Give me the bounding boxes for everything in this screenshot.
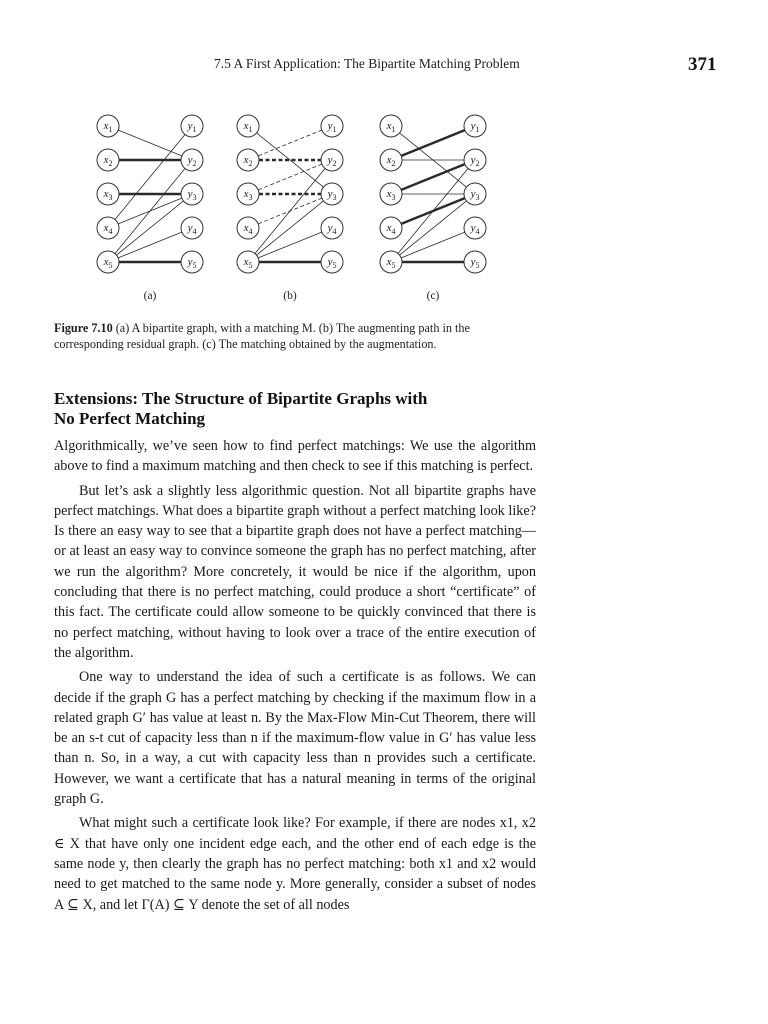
node-y1 (181, 115, 203, 137)
panel-label: (b) (283, 290, 297, 302)
edge-x4-y1 (115, 134, 185, 219)
svg-text:y5: $y_5$ (187, 256, 197, 270)
page-number: 371 (688, 54, 717, 75)
svg-text:y4: $y_4$ (470, 222, 480, 236)
edge-x3-y2 (258, 164, 322, 190)
svg-text:y4: $y_4$ (187, 222, 197, 236)
node-y2 (181, 149, 203, 171)
svg-text:x2: $x_2$ (386, 154, 396, 168)
node-x5 (237, 251, 259, 273)
node-y1 (321, 115, 343, 137)
node-x5 (97, 251, 119, 273)
node-x3 (97, 183, 119, 205)
node-y2 (464, 149, 486, 171)
paragraph-4: What might such a certificate look like? For example, if there are nodes x1, x2 ∈ X that have only one incident edge each, and the other end of each edge is the same node y, then clearly the graph has no perfect matching: both x1 and x2 would need to get matched to the same node y. More generally, consider a subset of nodes A ⊆ X, and let Γ(A) ⊆ Y denote the set of all nodes (54, 815, 536, 913)
figure-panel-1 (97, 115, 203, 302)
node-x3 (237, 183, 259, 205)
svg-text:y3: $y_3$ (470, 188, 480, 202)
edge-x5-y2 (115, 168, 185, 253)
node-x5 (380, 251, 402, 273)
edge-x5-y2 (255, 168, 325, 253)
svg-text:y1: $y_1$ (470, 120, 480, 134)
svg-text:y4: $y_4$ (327, 222, 337, 236)
paragraph-2: But let’s ask a slightly less algorithmic question. Not all bipartite graphs have perfect matchings. What does a bipartite graph without a perfect matching look like? Is there an easy way to see that a bipartite graph does not have a perfect matching—or at least an easy way to convince someone the graph has no perfect matching, after we run the algorithm? More concretely, it would be nice if the algorithm, upon concluding that there is no perfect matching, could produce a short “certificate” of this fact. The certificate could allow someone to be quickly convinced that there is no perfect matching, without having to look over a trace of the entire execution of the algorithm. (54, 482, 536, 661)
node-y4 (321, 217, 343, 239)
node-x2 (97, 149, 119, 171)
node-x4 (237, 217, 259, 239)
node-y5 (464, 251, 486, 273)
figure-panel-3 (380, 115, 486, 302)
node-y3 (321, 183, 343, 205)
node-y1 (464, 115, 486, 137)
edge-x1-y2 (118, 130, 182, 156)
node-x2 (237, 149, 259, 171)
node-x4 (97, 217, 119, 239)
svg-text:x1: $x_1$ (103, 120, 113, 134)
node-y3 (464, 183, 486, 205)
edge-x2-y1 (258, 130, 322, 156)
svg-text:y2: $y_2$ (187, 154, 197, 168)
edge-x5-y2 (398, 168, 468, 253)
node-y5 (321, 251, 343, 273)
node-x1 (380, 115, 402, 137)
svg-text:y1: $y_1$ (327, 120, 337, 134)
body-text (54, 436, 536, 919)
paragraph-3: One way to understand the idea of such a certificate is as follows. We can decide if the graph G has a perfect matching by checking if the maximum flow in a related graph G′ has value at least n. By the Max-Flow Min-Cut Theorem, there will be an s-t cut of capacity less than n if the maximum-flow value in G′ has value less than n. So, in a way, a cut with capacity less than n provides such a certificate. However, we want a certificate that has a natural meaning in terms of the original graph G. (54, 669, 536, 808)
svg-text:x3: $x_3$ (103, 188, 113, 202)
svg-text:y2: $y_2$ (327, 154, 337, 168)
node-x4 (380, 217, 402, 239)
figure-caption-text: (a) A bipartite graph, with a matching M. (b) The augmenting path in the corresponding residual graph. (c) The matching obtained by the augmentation. (54, 321, 470, 351)
panel-label: (a) (143, 290, 157, 302)
edge-x5-y3 (400, 201, 467, 255)
edge-x5-y4 (118, 232, 182, 258)
edge-x5-y3 (117, 201, 184, 255)
node-x2 (380, 149, 402, 171)
edge-x2-y1 (401, 130, 465, 156)
bipartite-figure (90, 104, 510, 310)
edge-x3-y2 (401, 164, 465, 190)
section-heading-line-1: Extensions: The Structure of Bipartite Graphs with (54, 389, 428, 408)
svg-text:x5: $x_5$ (243, 256, 253, 270)
svg-text:y5: $y_5$ (327, 256, 337, 270)
svg-text:x1: $x_1$ (243, 120, 253, 134)
svg-text:x3: $x_3$ (386, 188, 396, 202)
svg-text:y2: $y_2$ (470, 154, 480, 168)
node-x3 (380, 183, 402, 205)
node-y5 (181, 251, 203, 273)
edge-x5-y4 (401, 232, 465, 258)
edge-x5-y4 (258, 232, 322, 258)
svg-text:y1: $y_1$ (187, 120, 197, 134)
edge-x5-y3 (257, 201, 324, 255)
figure-panel-2 (237, 115, 343, 302)
svg-text:x1: $x_1$ (386, 120, 396, 134)
panel-label: (c) (426, 290, 440, 302)
svg-text:x2: $x_2$ (243, 154, 253, 168)
svg-text:x2: $x_2$ (103, 154, 113, 168)
svg-text:x4: $x_4$ (386, 222, 396, 236)
node-x1 (237, 115, 259, 137)
node-y2 (321, 149, 343, 171)
svg-text:x5: $x_5$ (103, 256, 113, 270)
node-y3 (181, 183, 203, 205)
svg-text:x5: $x_5$ (386, 256, 396, 270)
svg-text:y3: $y_3$ (327, 188, 337, 202)
paragraph-1: Algorithmically, we’ve seen how to find perfect matchings: We use the algorithm above to find a maximum matching and then check to see if this matching is perfect. (54, 438, 536, 475)
node-y4 (181, 217, 203, 239)
bipartite-figure-svg (90, 104, 510, 310)
figure-caption (54, 320, 538, 352)
figure-label: Figure 7.10 (54, 321, 113, 335)
svg-text:x4: $x_4$ (103, 222, 113, 236)
svg-text:x3: $x_3$ (243, 188, 253, 202)
node-x1 (97, 115, 119, 137)
section-heading-line-2: No Perfect Matching (54, 409, 206, 428)
svg-text:x4: $x_4$ (243, 222, 253, 236)
node-y4 (464, 217, 486, 239)
section-heading (54, 389, 538, 429)
svg-text:y3: $y_3$ (187, 188, 197, 202)
running-head: 7.5 A First Application: The Bipartite Matching Problem (214, 56, 520, 71)
svg-text:y5: $y_5$ (470, 256, 480, 270)
